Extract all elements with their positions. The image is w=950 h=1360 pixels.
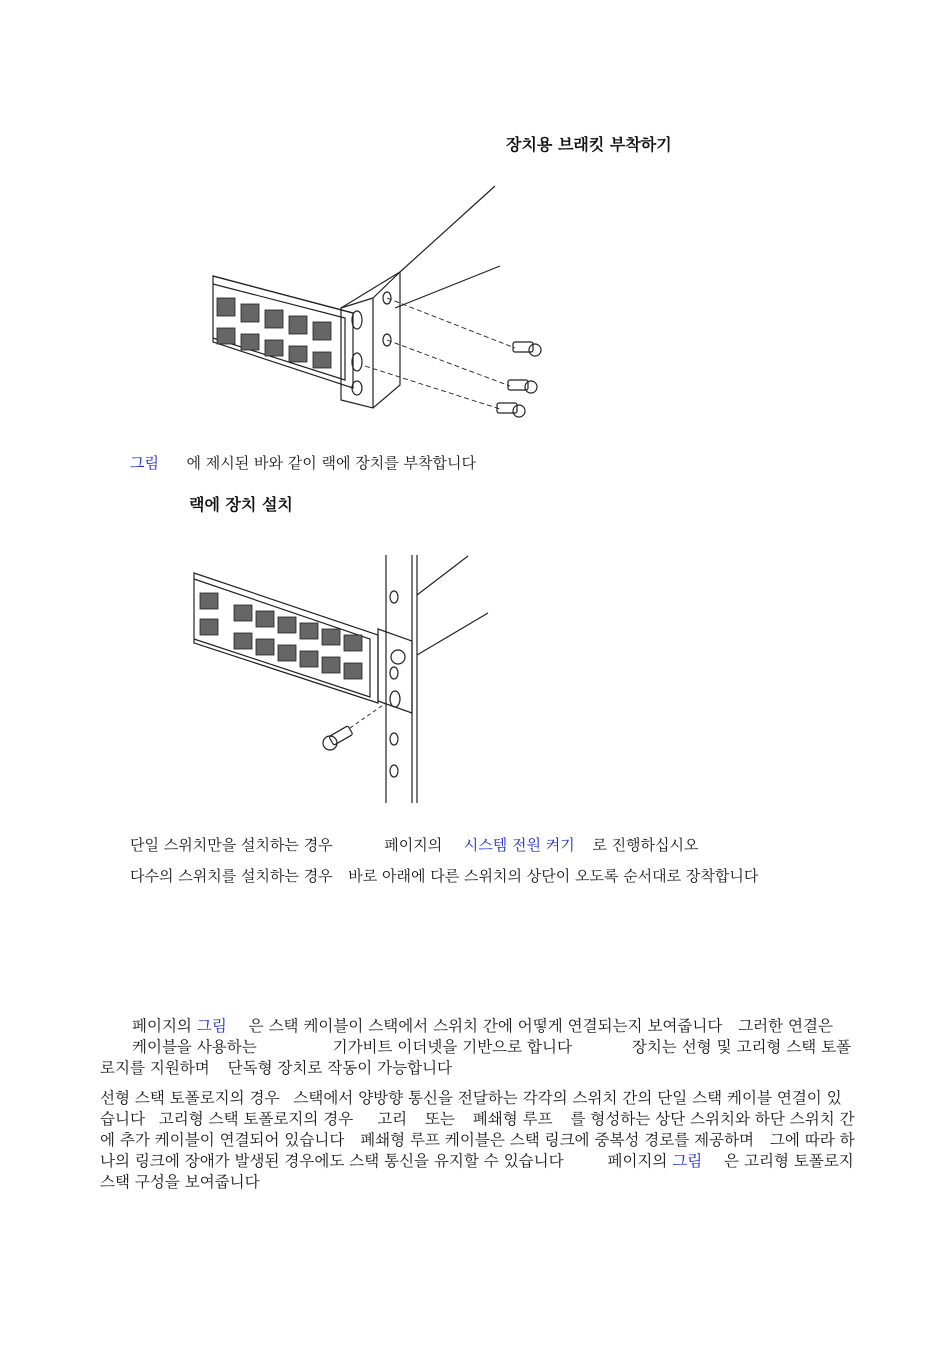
power-on-link[interactable]: 시스템 전원 켜기	[463, 836, 575, 854]
para2-text-h: 를 형성하는 상단 스위치와 하단 스위치 간	[570, 1110, 855, 1128]
para1-text-b: 그러한 연결은	[738, 1017, 833, 1035]
para2-text-a: 선형 스택 토폴로지의 경우	[100, 1089, 280, 1107]
para2-text-f: 또는	[424, 1110, 455, 1128]
instruction-text: 에 제시된 바와 같이 랙에 장치를 부착합니다	[186, 454, 476, 472]
para1-text-e: 장치는 선형 및 고리형 스택 토폴	[631, 1038, 852, 1056]
bracket-attachment-illustration	[205, 180, 555, 420]
para2-figure-link[interactable]: 그림	[672, 1152, 703, 1170]
para1-text-g: 단독형 장치로 작동이 가능합니다	[227, 1059, 453, 1077]
para2-text-c: 습니다	[100, 1110, 145, 1128]
instruction-line	[130, 452, 476, 473]
bullet-single-switch	[130, 834, 699, 855]
single-suffix: 로 진행하십시오	[592, 836, 699, 854]
para2-text-i: 에 추가 케이블이 연결되어 있습니다	[100, 1131, 345, 1149]
para2-text-n: 스택 구성을 보여줍니다	[100, 1173, 260, 1191]
para2-page: 페이지의	[607, 1152, 668, 1170]
para1-text-a: 은 스택 케이블이 스택에서 스위치 간에 어떻게 연결되는지 보여줍니다	[248, 1017, 723, 1035]
para2-text-b: 스택에서 양방향 통신을 전달하는 각각의 스위치 간의 단일 스택 케이블 연결이 있	[293, 1089, 842, 1107]
multiple-prefix: 다수의 스위치를 설치하는 경우	[130, 867, 333, 885]
para1-text-c: 케이블을 사용하는	[132, 1038, 257, 1056]
rack-install-illustration	[190, 553, 500, 808]
figure2-caption: 랙에 장치 설치	[189, 495, 293, 514]
para2-text-d: 고리형 스택 토폴로지의 경우	[158, 1110, 354, 1128]
stack-cable-paragraph	[100, 1016, 912, 1079]
para1-text-d: 기가비트 이더넷을 기반으로 합니다	[332, 1038, 572, 1056]
multiple-suffix: 바로 아래에 다른 스위치의 상단이 오도록 순서대로 장착합니다	[348, 867, 759, 885]
para2-text-l: 나의 링크에 장애가 발생된 경우에도 스택 통신을 유지할 수 있습니다	[100, 1152, 564, 1170]
topology-paragraph	[100, 1088, 912, 1193]
single-page: 페이지의	[384, 836, 443, 854]
single-prefix: 단일 스위치만을 설치하는 경우	[130, 836, 333, 854]
bullet-multiple-switch	[130, 865, 758, 886]
para1-figure-link[interactable]: 그림	[196, 1017, 227, 1035]
figure1-caption: 장치용 브래킷 부착하기	[506, 135, 672, 154]
para1-text-f: 로지를 지원하며	[100, 1059, 210, 1077]
figure-link[interactable]: 그림	[130, 454, 159, 472]
para2-text-e: 고리	[377, 1110, 408, 1128]
para2-text-j: 폐쇄형 루프 케이블은 스택 링크에 중복성 경로를 제공하며	[360, 1131, 755, 1149]
para2-text-m: 은 고리형 토폴로지	[724, 1152, 854, 1170]
para2-text-k: 그에 따라 하	[769, 1131, 855, 1149]
para1-page: 페이지의	[132, 1017, 192, 1035]
para2-text-g: 폐쇄형 루프	[472, 1110, 553, 1128]
